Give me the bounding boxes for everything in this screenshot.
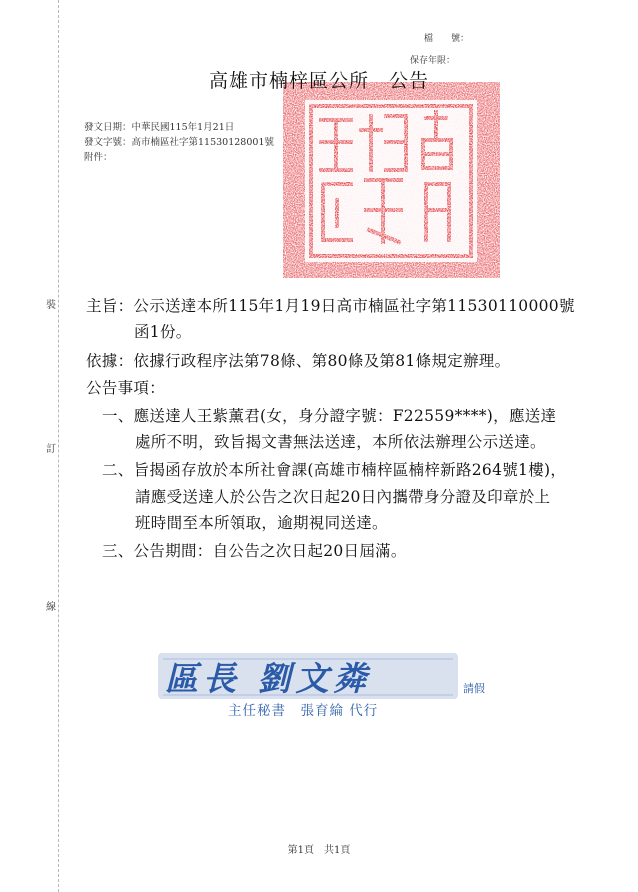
binding-line [58,0,59,892]
subject-line-1: 主旨：公示送達本所115年1月19日高市楠區社字第11530110000號 [86,297,575,315]
binding-mark-ding: 訂 [46,444,56,455]
item-2-line-3: 班時間至本所領取，逾期視同送達。 [135,514,388,532]
item-3-line-1: 三、公告期間：自公告之次日起20日屆滿。 [102,542,407,560]
subject-line-2: 函1份。 [134,323,192,341]
basis-line: 依據：依據行政程序法第78條、第80條及第81條規定辦理。 [86,352,511,370]
signature-leave-tag: 請假 [463,682,485,695]
page-footer: 第1頁 共1頁 [287,845,351,856]
binding-mark-zhuang: 裝 [46,300,56,311]
binding-mark-xian: 線 [46,602,56,613]
signature-acting: 主任秘書 張育綸 代行 [228,703,379,719]
retention-label: 保存年限： [410,56,456,66]
signature-main: 區長 劉文粦 [165,659,372,698]
document-number: 發文字號：高市楠區社字第11530128001號 [84,137,274,148]
attachment-label: 附件： [84,152,113,163]
item-2-line-2: 請應受送達人於公告之次日起20日內攜帶身分證及印章於上 [135,488,551,506]
page-title: 高雄市楠梓區公所 公告 [208,70,429,92]
item-1-line-2: 處所不明，致旨揭文書無法送達，本所依法辦理公示送達。 [135,433,546,451]
file-number-label: 檔 號： [424,34,470,44]
item-1-line-1: 一、應送達人王紫薰君(女，身分證字號：F22559****)，應送達 [102,407,557,425]
items-header: 公告事項： [86,379,166,397]
issue-date: 發文日期：中華民國115年1月21日 [84,122,235,133]
official-seal [281,80,502,280]
item-2-line-1: 二、旨揭函存放於本所社會課(高雄市楠梓區楠梓新路264號1樓)， [102,461,567,479]
